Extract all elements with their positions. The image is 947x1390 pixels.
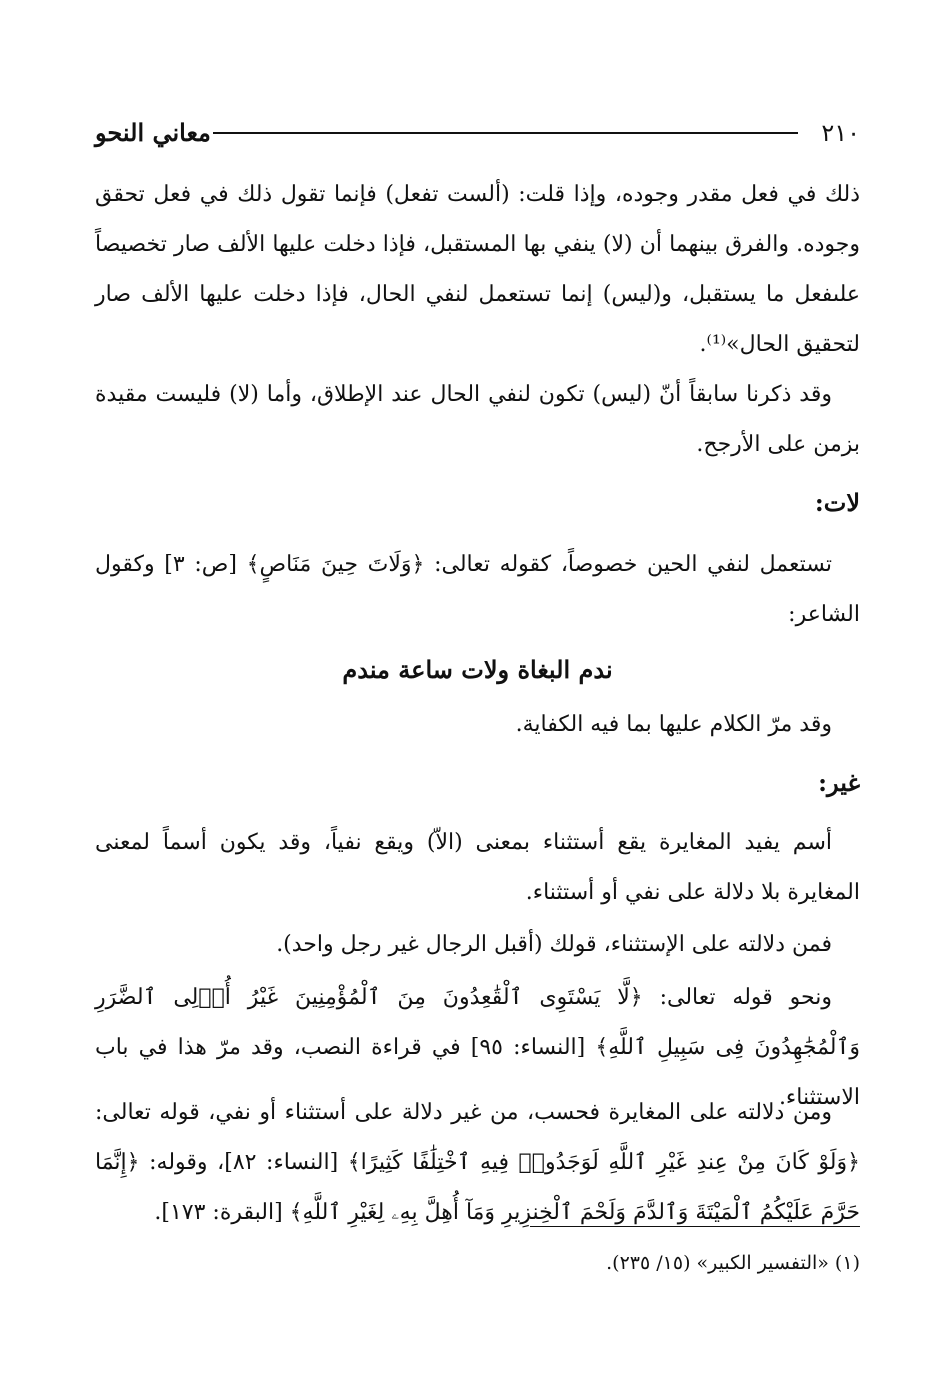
section-heading-ghayr: غير: (818, 768, 860, 797)
paragraph-8: ومن دلالته على المغايرة فحسب، من غير دلالة على أستثناء أو نفي، قوله تعالى: ﴿وَلَوْ كَانَ مِنْ عِندِ غَيْرِ ٱللَّهِ لَوَجَدُوا۟ فِيهِ ٱخْتِلَٰفًا كَثِيرًا﴾ [النساء: ٨٢]، وقوله: ﴿إِنَّمَا حَرَّمَ عَلَيْكُمُ ٱلْمَيْتَةَ وَٱلدَّمَ وَلَحْمَ ٱلْخِنزِيرِ وَمَآ أُهِلَّ بِهِۦ لِغَيْرِ ٱللَّهِ﴾ [البقرة: ١٧٣]. (95, 1100, 860, 1225)
poetry-verse: ندم البغاة ولات ساعة مندم (342, 655, 613, 684)
section-heading-lat: لات: (814, 488, 860, 517)
paragraph-4: وقد مرّ الكلام عليها بما فيه الكفاية. (515, 712, 832, 737)
paragraph-6: فمن دلالته على الإستثناء، قولك (أقبل الرجال غير رجل واحد). (276, 932, 832, 957)
paragraph-1: ذلك في فعل مقدر وجوده، وإذا قلت: (ألست تفعل) فإنما تقول ذلك في فعل تحقق وجوده. والفرق بينهما أن (لا) ينفي بها المستقبل، فإذا دخلت عليها الألف صار تخصيصاً علىفعل ما يستقبل، و(ليس) إنما تستعمل لنفي الحال، فإذا دخلت عليها الألف صار لتحقيق الحال»⁽¹⁾. (95, 182, 860, 357)
paragraph-2: وقد ذكرنا سابقاً أنّ (ليس) تكون لنفي الحال عند الإطلاق، وأما (لا) فليست مقيدة بزمن على الأرجح. (95, 382, 860, 457)
paragraph-5: أسم يفيد المغايرة يقع أستثناء بمعنى (الاّ) ويقع نفياً، وقد يكون أسماً لمعنى المغايرة بلا دلالة على نفي أو أستثناء. (95, 830, 860, 905)
footnote-rule (530, 1226, 860, 1227)
page-number: ٢١٠ (821, 119, 860, 147)
paragraph-3: تستعمل لنفي الحين خصوصاً، كقوله تعالى: ﴿وَلَاتَ حِينَ مَنَاصٍ﴾ [ص: ٣] وكقول الشاعر: (95, 552, 860, 627)
footnote: (١) «التفسير الكبير» (١٥/ ٢٣٥). (606, 1252, 860, 1274)
header-rule (213, 132, 798, 134)
running-title: معاني النحو (95, 118, 211, 147)
paragraph-7: ونحو قوله تعالى: ﴿لَّا يَسْتَوِى ٱلْقَٰعِدُونَ مِنَ ٱلْمُؤْمِنِينَ غَيْرُ أُو۟لِى ٱلضَّرَرِ وَٱلْمُجَٰهِدُونَ فِى سَبِيلِ ٱللَّهِ﴾ [النساء: ٩٥] في قراءة النصب، وقد مرّ هذا في باب الاستثناء. (95, 985, 861, 1110)
running-header (95, 118, 860, 154)
